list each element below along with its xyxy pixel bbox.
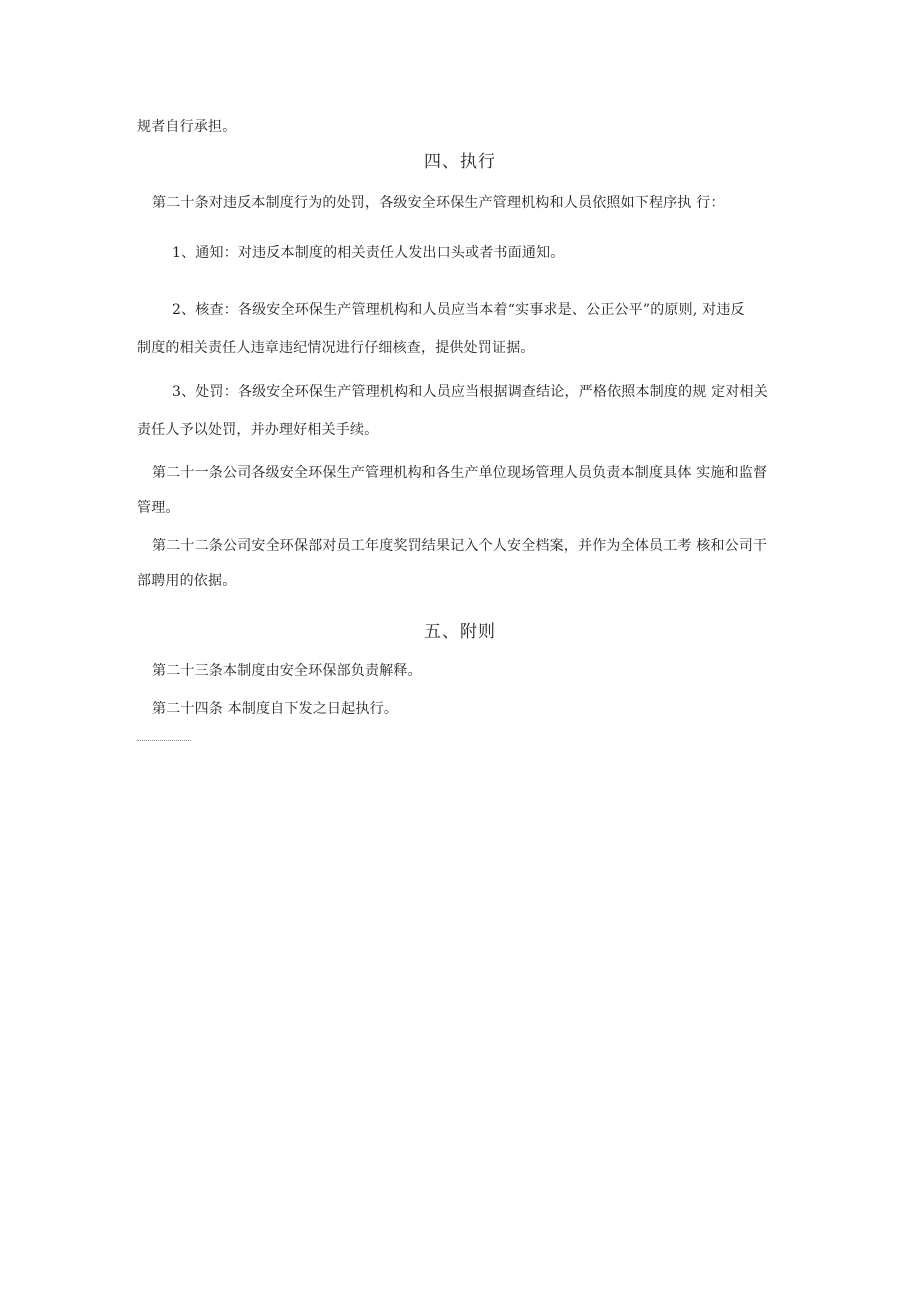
item-3-penalty-line-2: 责任人予以处罚，并办理好相关手续。 — [137, 422, 379, 438]
item-2-verify-line-2: 制度的相关责任人违章违纪情况进行仔细核查，提供处罚证据。 — [137, 340, 535, 356]
footnote-separator — [137, 740, 191, 741]
article-22-line-2: 部聘用的依据。 — [137, 573, 237, 589]
item-2-verify-line-1: 2、核查：各级安全环保生产管理机构和人员应当本着“实事求是、公正公平”的原则, 对违反 — [172, 302, 745, 318]
article-23: 第二十三条本制度由安全环保部负责解释。 — [152, 663, 422, 679]
article-20: 第二十条对违反本制度行为的处罚，各级安全环保生产管理机构和人员依照如下程序执 行： — [152, 195, 725, 211]
article-21-line-1: 第二十一条公司各级安全环保生产管理机构和各生产单位现场管理人员负责本制度具体 实施和监督 — [152, 465, 768, 481]
article-22-line-1: 第二十二条公司安全环保部对员工年度奖罚结果记入个人安全档案，并作为全体员工考 核和公司干 — [152, 538, 768, 554]
article-21-line-2: 管理。 — [137, 500, 180, 516]
section-5-heading: 五、附则 — [424, 622, 496, 642]
item-1-notify: 1、通知：对违反本制度的相关责任人发出口头或者书面通知。 — [172, 245, 565, 261]
article-24: 第二十四条 本制度自下发之日起执行。 — [152, 701, 399, 717]
section-4-heading: 四、执行 — [424, 152, 496, 172]
item-3-penalty-line-1: 3、处罚：各级安全环保生产管理机构和人员应当根据调查结论，严格依照本制度的规 定对相关 — [172, 384, 768, 400]
carryover-line: 规者自行承担。 — [137, 119, 237, 135]
